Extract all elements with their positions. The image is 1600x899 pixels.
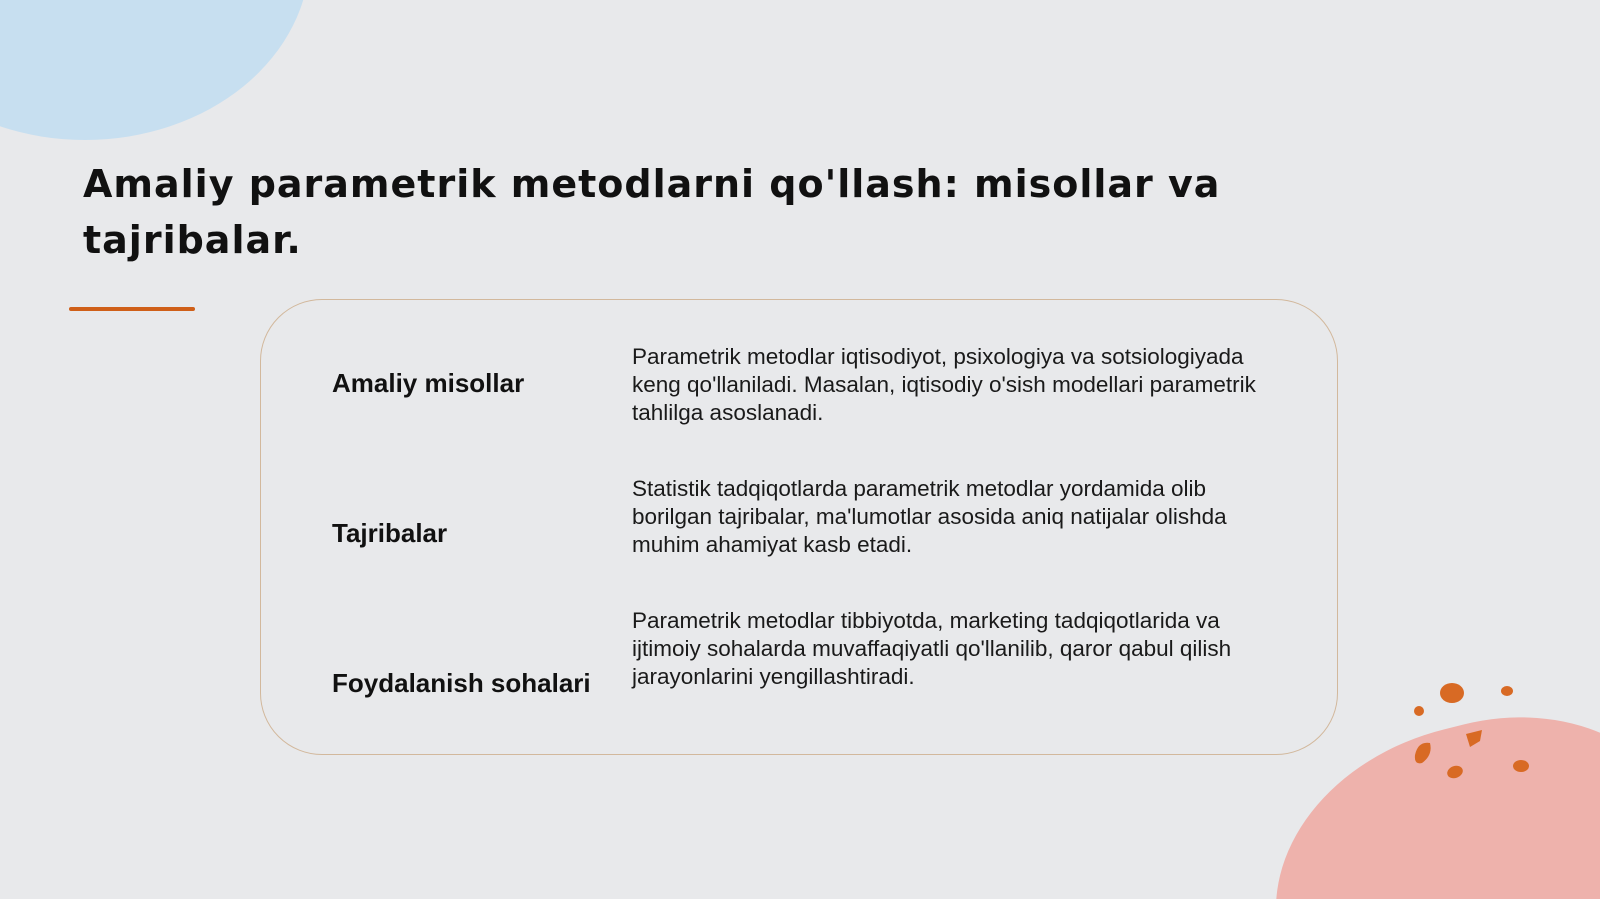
row-label-amaliy-misollar: Amaliy misollar bbox=[332, 368, 525, 398]
decorative-blue-blob bbox=[0, 0, 310, 140]
orange-dot bbox=[1415, 743, 1431, 764]
row-label-tajribalar: Tajribalar bbox=[332, 518, 448, 548]
orange-dot bbox=[1414, 706, 1424, 716]
row-text-foydalanish-sohalari: Parametrik metodlar tibbiyotda, marketing tadqiqotlarida va ijtimoiy sohalarda muvaffaqiyatli qo'llanilib, qaror qabul qilish jarayonlarini yengillashtiradi. bbox=[632, 608, 1232, 689]
orange-dot bbox=[1466, 730, 1482, 747]
title-accent-line bbox=[69, 307, 195, 311]
row-text-amaliy-misollar: Parametrik metodlar iqtisodiyot, psixologiya va sotsiologiyada keng qo'llaniladi. Masalan, iqtisodiy o'sish modellari parametrik tahlilga asoslanadi. bbox=[632, 344, 1256, 425]
orange-dot bbox=[1440, 683, 1464, 703]
decorative-orange-dots bbox=[1400, 675, 1540, 795]
row-label-foydalanish-sohalari: Foydalanish sohalari bbox=[332, 668, 591, 698]
orange-dot bbox=[1501, 686, 1513, 696]
row-text-tajribalar: Statistik tadqiqotlarda parametrik metodlar yordamida olib borilgan tajribalar, ma'lumotlar asosida aniq natijalar olishda muhim ahamiyat kasb etadi. bbox=[632, 476, 1227, 557]
orange-dot bbox=[1513, 760, 1529, 772]
slide-title: Amaliy parametrik metodlarni qo'llash: misollar va tajribalar. bbox=[83, 162, 1221, 262]
orange-dot bbox=[1445, 764, 1464, 781]
